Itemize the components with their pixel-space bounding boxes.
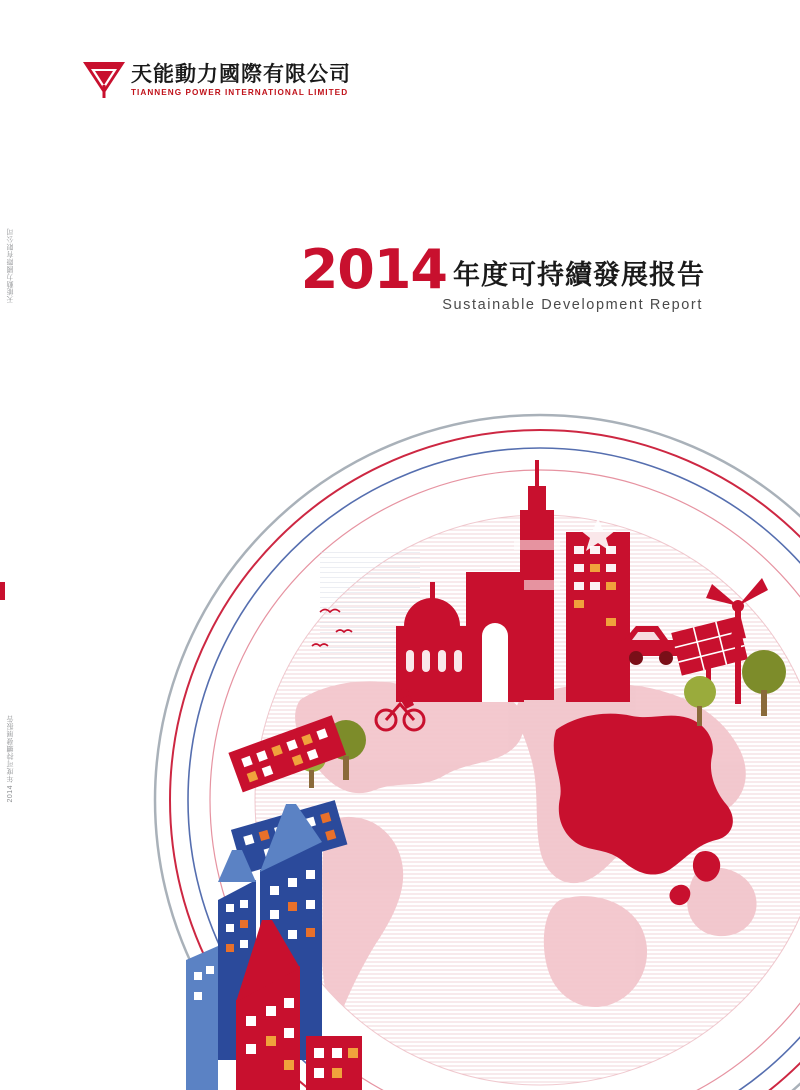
- report-year: 2014: [300, 238, 447, 301]
- report-title-cn: 年度可持續發展报告: [453, 260, 705, 291]
- logo-wordmark: [131, 60, 351, 99]
- company-name-en: TIANNENG POWER INTERNATIONAL LIMITED: [131, 88, 349, 97]
- artwork-svg: [0, 400, 800, 1090]
- company-logo: [83, 60, 351, 100]
- spine-report-title: 2014 年度可持續發展报告: [7, 715, 14, 803]
- globe-city-skyline-illustration: [0, 400, 800, 1090]
- building-lightblue-slab: [186, 946, 218, 1090]
- building-red-small-bottom: [306, 1036, 362, 1090]
- report-subtitle-en: Sustainable Development Report: [442, 297, 703, 313]
- spine-company-name: 天能動力國際有限公司: [7, 228, 14, 303]
- tianneng-triangle-logo-icon: [83, 60, 125, 100]
- title-main-row: [185, 238, 705, 301]
- page-title: [185, 238, 705, 313]
- company-name-cn: 天能動力國際有限公司: [131, 62, 351, 86]
- building-window-block: [566, 518, 630, 702]
